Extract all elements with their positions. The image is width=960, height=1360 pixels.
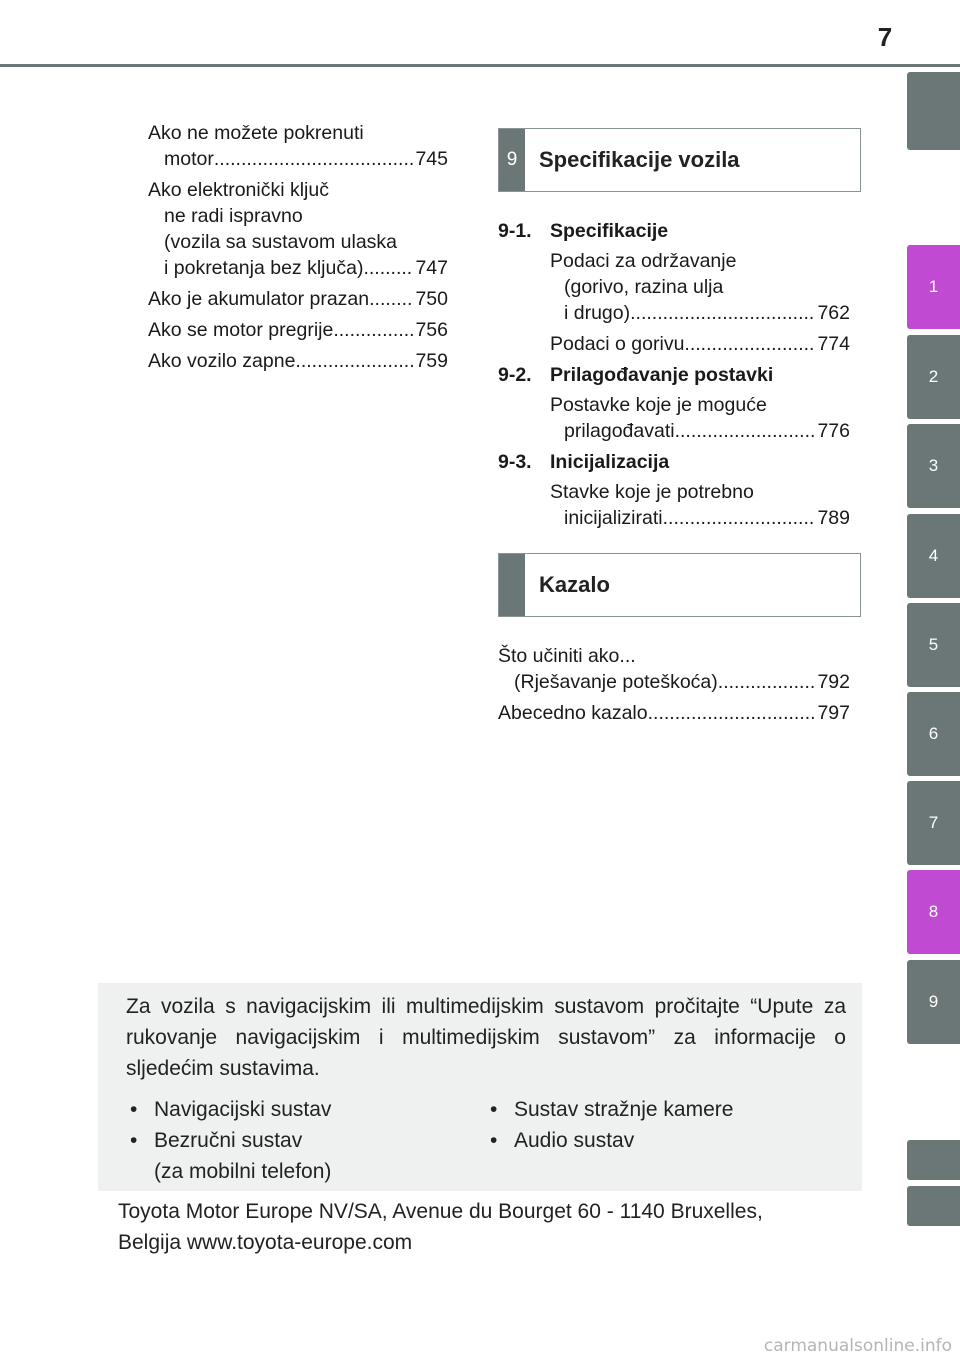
section-9-number: 9 bbox=[499, 129, 525, 191]
bullet-item bbox=[126, 1125, 486, 1187]
toc-entry bbox=[498, 700, 850, 726]
toc-entry bbox=[148, 177, 448, 281]
toc-entry bbox=[498, 643, 850, 695]
toc-line: Što učiniti ako... bbox=[498, 645, 636, 667]
toc-entry bbox=[550, 248, 850, 326]
toc-row bbox=[550, 418, 850, 444]
chapter-tab-8[interactable]: 8 bbox=[907, 870, 960, 954]
section-9-title: Specifikacije vozila bbox=[539, 147, 740, 172]
bullet-text: Navigacijski sustav bbox=[154, 1098, 332, 1121]
toc-line: Ako ne možete pokrenuti bbox=[148, 122, 364, 144]
bullet-item bbox=[126, 1094, 486, 1125]
bullet-marker: • bbox=[130, 1098, 138, 1121]
chapter-tab-7[interactable]: 7 bbox=[907, 781, 960, 865]
toc-page: 797 bbox=[817, 702, 850, 724]
toc-page: 750 bbox=[415, 288, 448, 310]
subsection-title: Specifikacije bbox=[550, 220, 669, 242]
bullet-marker: • bbox=[130, 1129, 138, 1152]
top-rule bbox=[0, 64, 960, 67]
toc-row bbox=[550, 505, 850, 531]
bullet-text: Bezručni sustav (za mobilni telefon) bbox=[154, 1129, 332, 1183]
subsection-code: 9-2. bbox=[498, 364, 532, 386]
toc-line: (vozila sa sustavom ulaska bbox=[164, 231, 398, 253]
subsection-title: Prilagođavanje postavki bbox=[550, 364, 774, 386]
toc-entry bbox=[550, 392, 850, 444]
toc-label: Ako vozilo zapne bbox=[148, 350, 296, 372]
toc-page: 792 bbox=[817, 671, 850, 693]
toc-row bbox=[148, 255, 448, 281]
toc-line: ne radi ispravno bbox=[164, 205, 303, 227]
toc-page: 789 bbox=[817, 507, 850, 529]
toc-page: 774 bbox=[817, 333, 850, 355]
bullet-text: Audio sustav bbox=[514, 1129, 635, 1152]
toc-leader bbox=[333, 317, 414, 343]
toc-entry bbox=[550, 331, 850, 357]
chapter-tabs bbox=[907, 0, 960, 1360]
left-toc bbox=[148, 120, 448, 379]
toc-line: Podaci za održavanje bbox=[550, 250, 737, 272]
chapter-tab-6[interactable]: 6 bbox=[907, 692, 960, 776]
subsection-code: 9-1. bbox=[498, 220, 532, 242]
toc-page: 747 bbox=[415, 257, 448, 279]
toc-leader bbox=[630, 300, 816, 326]
chapter-tab-9[interactable]: 9 bbox=[907, 960, 960, 1044]
toc-row bbox=[498, 669, 850, 695]
toc-leader bbox=[718, 669, 817, 695]
toc-row bbox=[550, 300, 850, 326]
section-9-header bbox=[498, 128, 861, 192]
chapter-tab-3[interactable]: 3 bbox=[907, 424, 960, 508]
toc-leader bbox=[295, 348, 414, 374]
toc-page: 762 bbox=[817, 302, 850, 324]
info-box bbox=[98, 983, 862, 1191]
toc-leader bbox=[684, 331, 816, 357]
subsection-title: Inicijalizacija bbox=[550, 451, 670, 473]
toc-row bbox=[148, 286, 448, 312]
toc-entry bbox=[148, 317, 448, 343]
subsection-code: 9-3. bbox=[498, 451, 532, 473]
toc-leader bbox=[675, 418, 817, 444]
toc-leader bbox=[663, 505, 817, 531]
toc-line: Stavke koje je potrebno bbox=[550, 481, 754, 503]
toc-line: (gorivo, razina ulja bbox=[564, 276, 724, 298]
toc-page: 776 bbox=[817, 420, 850, 442]
toc-label: inicijalizirati bbox=[564, 507, 663, 529]
toc-label: prilagođavati bbox=[564, 420, 675, 442]
chapter-tab-blank-10[interactable] bbox=[907, 1140, 960, 1180]
toc-leader bbox=[369, 286, 414, 312]
footer bbox=[118, 1196, 868, 1258]
section-9-toc bbox=[498, 218, 850, 536]
toc-entry bbox=[148, 348, 448, 374]
toc-row bbox=[148, 348, 448, 374]
toc-label: Podaci o gorivu bbox=[550, 333, 685, 355]
toc-label: (Rješavanje poteškoća) bbox=[514, 671, 718, 693]
toc-page: 756 bbox=[415, 319, 448, 341]
bullet-marker: • bbox=[490, 1098, 498, 1121]
chapter-tab-5[interactable]: 5 bbox=[907, 603, 960, 687]
index-toc bbox=[498, 643, 850, 731]
toc-line: Postavke koje je moguće bbox=[550, 394, 767, 416]
toc-row bbox=[550, 331, 850, 357]
subsection-heading bbox=[498, 449, 850, 475]
toc-label: Abecedno kazalo bbox=[498, 702, 648, 724]
toc-entry bbox=[148, 286, 448, 312]
index-section-strip bbox=[499, 554, 525, 616]
toc-label: motor bbox=[164, 148, 214, 170]
toc-label: i pokretanja bez ključa) bbox=[164, 257, 364, 279]
toc-label: Ako je akumulator prazan bbox=[148, 288, 370, 310]
bullet-item bbox=[486, 1094, 846, 1125]
bullet-item bbox=[486, 1125, 846, 1156]
toc-page: 759 bbox=[415, 350, 448, 372]
toc-leader bbox=[214, 146, 415, 172]
toc-leader bbox=[648, 700, 817, 726]
toc-entry bbox=[550, 479, 850, 531]
bullets-right bbox=[486, 1094, 846, 1187]
bullet-text: Sustav stražnje kamere bbox=[514, 1098, 734, 1121]
info-paragraph: Za vozila s navigacijskim ili multimedijskim sustavom pročitajte “Upute za rukovanje navigacijskim i multimedijskim sustavom” za informacije o sljedećim sustavima. bbox=[126, 995, 846, 1080]
toc-leader bbox=[363, 255, 414, 281]
chapter-tab-blank-11[interactable] bbox=[907, 1186, 960, 1226]
toc-entry bbox=[148, 120, 448, 172]
toc-row bbox=[148, 146, 448, 172]
toc-label: Ako se motor pregrije bbox=[148, 319, 334, 341]
toc-row bbox=[148, 317, 448, 343]
toc-row bbox=[498, 700, 850, 726]
chapter-tab-1[interactable]: 1 bbox=[907, 245, 960, 329]
bullets-left bbox=[126, 1094, 486, 1187]
chapter-tab-blank-0[interactable] bbox=[907, 72, 960, 150]
subsection-heading bbox=[498, 362, 850, 388]
index-section-header bbox=[498, 553, 861, 617]
watermark: carmanualsonline.info bbox=[763, 1336, 952, 1356]
page-number: 7 bbox=[877, 22, 893, 52]
toc-label: i drugo) bbox=[564, 302, 631, 324]
chapter-tab-4[interactable]: 4 bbox=[907, 514, 960, 598]
subsection-heading bbox=[498, 218, 850, 244]
toc-line: Ako elektronički ključ bbox=[148, 179, 329, 201]
footer-line-2: Belgija www.toyota-europe.com bbox=[118, 1231, 413, 1254]
bullet-marker: • bbox=[490, 1129, 498, 1152]
index-section-title: Kazalo bbox=[539, 572, 610, 597]
toc-page: 745 bbox=[415, 148, 448, 170]
footer-line-1: Toyota Motor Europe NV/SA, Avenue du Bourget 60 - 1140 Bruxelles, bbox=[118, 1200, 763, 1223]
chapter-tab-2[interactable]: 2 bbox=[907, 335, 960, 419]
